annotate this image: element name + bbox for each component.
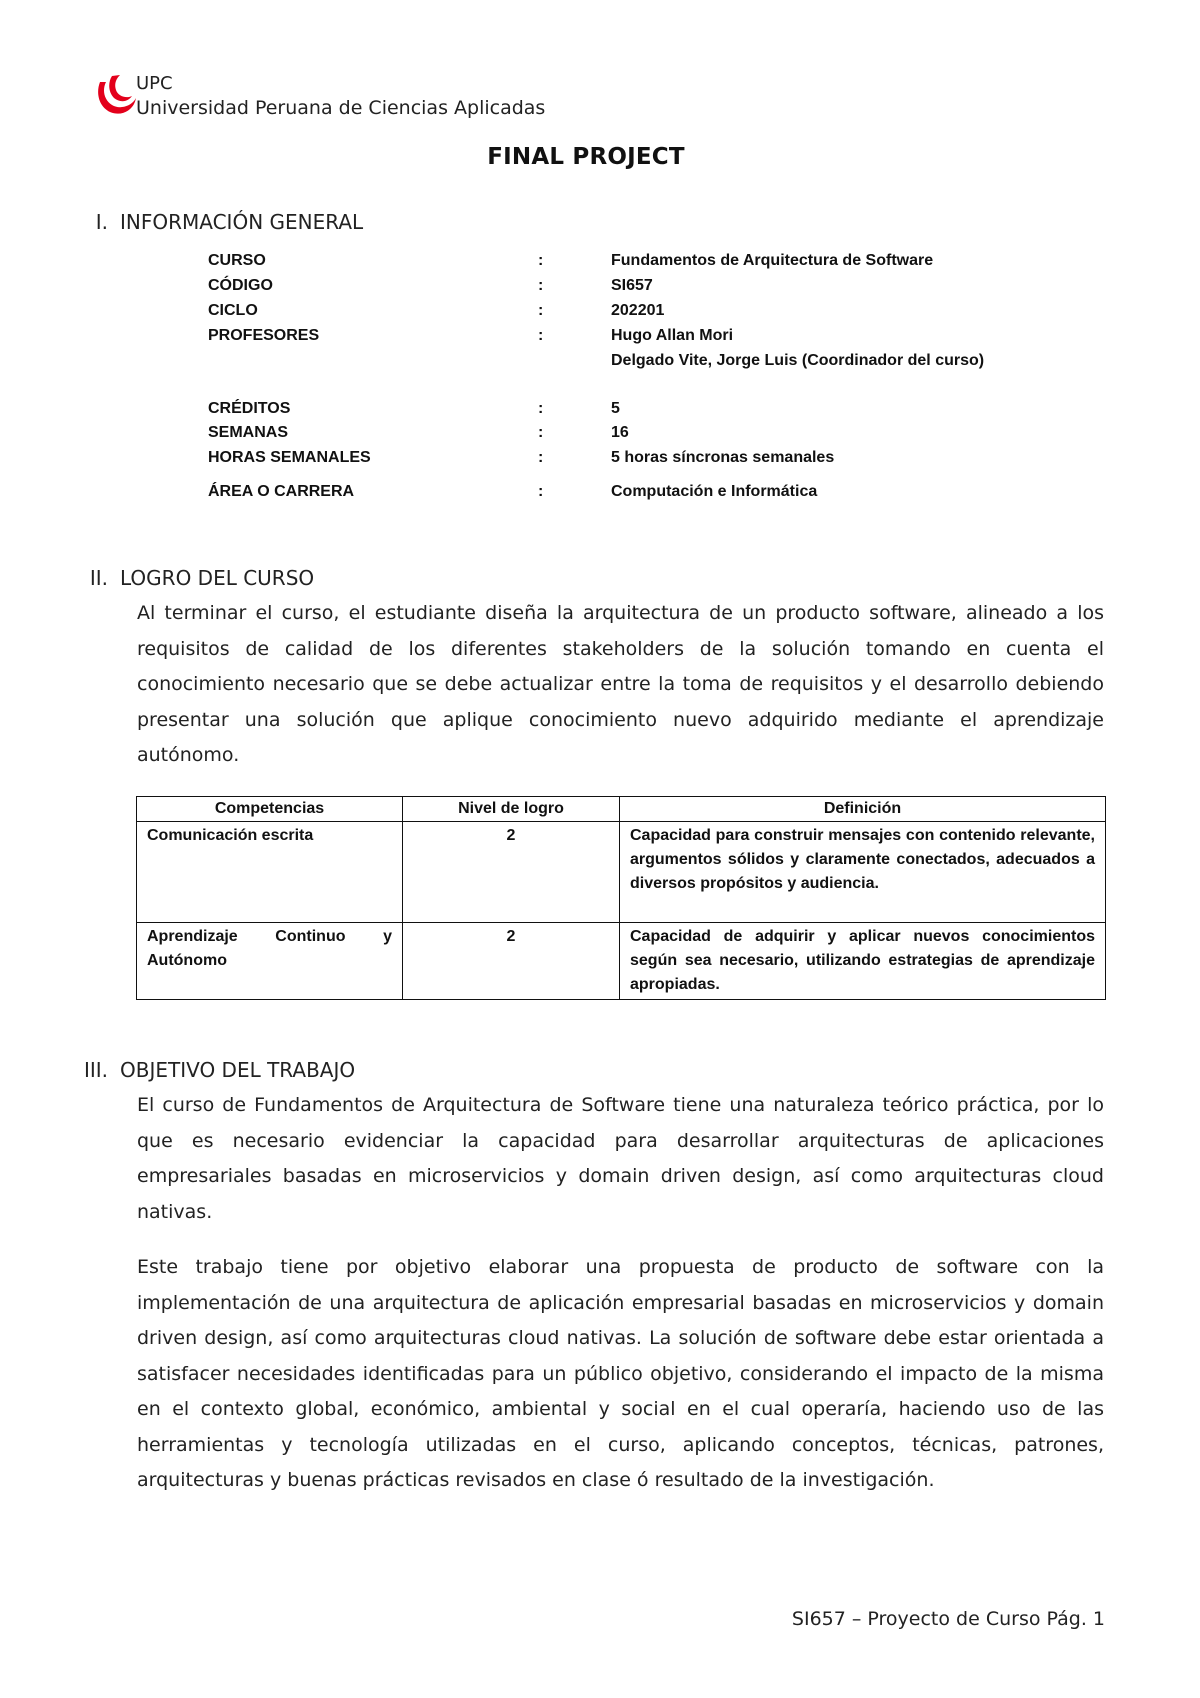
- info-row-profesores-2: [208, 352, 1108, 374]
- table-header: Definición: [620, 797, 1106, 822]
- info-value: 16: [611, 424, 629, 441]
- info-colon: :: [538, 252, 544, 269]
- section-2-heading: [70, 566, 314, 590]
- section-1-title: INFORMACIÓN GENERAL: [120, 210, 364, 234]
- level-cell: 2: [403, 822, 620, 923]
- info-label: PROFESORES: [208, 327, 320, 344]
- info-label: CRÉDITOS: [208, 400, 291, 417]
- info-colon: :: [538, 277, 544, 294]
- info-colon: :: [538, 424, 544, 441]
- info-row-ciclo: [208, 302, 1108, 324]
- info-label: SEMANAS: [208, 424, 289, 441]
- info-colon: :: [538, 400, 544, 417]
- info-value: Hugo Allan Mori: [611, 327, 734, 344]
- info-colon: :: [538, 302, 544, 319]
- upc-logo-icon: [94, 72, 140, 116]
- competencies-table: [136, 796, 1106, 1000]
- table-row: [137, 923, 1106, 1000]
- info-value: SI657: [611, 277, 653, 294]
- info-row-codigo: [208, 277, 1108, 299]
- university-brand: [136, 72, 545, 120]
- course-achievement-text: Al terminar el curso, el estudiante diseña la arquitectura de un producto software, alineado a los requisitos de calidad de los diferentes stakeholders de la solución tomando en cuenta el conocimiento necesario que se debe actualizar entre la toma de requisitos y el desarrollo debiendo presentar una solución que aplique conocimiento nuevo adquirido mediante el aprendizaje autónomo.: [137, 602, 1104, 766]
- info-value: 202201: [611, 302, 665, 319]
- info-label: CURSO: [208, 252, 266, 269]
- table-header: Competencias: [137, 797, 403, 822]
- info-row-creditos: [208, 400, 1108, 422]
- info-row-profesores: [208, 327, 1108, 349]
- definition-cell: Capacidad de adquirir y aplicar nuevos conocimientos según sea necesario, utilizando estrategias de aprendizaje apropiadas.: [620, 923, 1106, 1000]
- table-header-row: [137, 797, 1106, 822]
- info-colon: :: [538, 483, 544, 500]
- info-row-semanas: [208, 424, 1108, 446]
- section-3-number: III.: [83, 1058, 108, 1082]
- info-value: Computación e Informática: [611, 483, 818, 500]
- info-row-curso: [208, 252, 1108, 274]
- page-footer: SI657 – Proyecto de Curso Pág. 1: [791, 1608, 1105, 1630]
- section-2-title: LOGRO DEL CURSO: [120, 566, 315, 590]
- info-colon: :: [538, 449, 544, 466]
- info-label: CÓDIGO: [208, 277, 273, 294]
- section-1-heading: [70, 210, 363, 234]
- objective-paragraph-1: El curso de Fundamentos de Arquitectura de Software tiene una naturaleza teórico práctica, por lo que es necesario evidenciar la capacidad para desarrollar arquitecturas de aplicaciones empresariales basadas en microservicios y domain driven design, así como arquitecturas cloud nativas.: [137, 1094, 1104, 1223]
- info-value: Fundamentos de Arquitectura de Software: [611, 252, 934, 269]
- info-colon: :: [538, 327, 544, 344]
- definition-cell: Capacidad para construir mensajes con contenido relevante, argumentos sólidos y claramente conectados, adecuados a diversos propósitos y audiencia.: [620, 822, 1106, 923]
- section-1-number: I.: [95, 210, 108, 234]
- section-3-title: OBJETIVO DEL TRABAJO: [120, 1058, 356, 1082]
- table-row: [137, 822, 1106, 923]
- info-row-horas: [208, 449, 1108, 471]
- objective-paragraph-2: Este trabajo tiene por objetivo elaborar una propuesta de producto de software con la implementación de una arquitectura de aplicación empresarial basadas en microservicios y domain driven design, así como arquitecturas cloud nativas. La solución de software debe estar orientada a satisfacer necesidades identificadas para un público objetivo, considerando el impacto de la misma en el contexto global, económico, ambiental y social en el cual operaría, haciendo uso de las herramientas y tecnología utilizadas en el curso, aplicando conceptos, técnicas, patrones, arquitecturas y buenas prácticas revisados en clase ó resultado de la investigación.: [137, 1256, 1104, 1491]
- info-label: CICLO: [208, 302, 258, 319]
- info-row-area: [208, 483, 1108, 505]
- info-label: ÁREA O CARRERA: [208, 483, 355, 500]
- brand-short: UPC: [136, 73, 173, 94]
- competency-cell: Aprendizaje Continuo y Autónomo: [137, 923, 403, 1000]
- page-title: FINAL PROJECT: [487, 144, 685, 170]
- info-value: 5 horas síncronas semanales: [611, 449, 835, 466]
- section-3-heading: [70, 1058, 355, 1082]
- competency-cell: Comunicación escrita: [137, 822, 403, 923]
- brand-name: Universidad Peruana de Ciencias Aplicadas: [136, 97, 546, 119]
- info-value: 5: [611, 400, 620, 417]
- section-2-number: II.: [89, 566, 108, 590]
- table-header: Nivel de logro: [403, 797, 620, 822]
- info-value: Delgado Vite, Jorge Luis (Coordinador del curso): [611, 352, 985, 369]
- level-cell: 2: [403, 923, 620, 1000]
- info-label: HORAS SEMANALES: [208, 449, 371, 466]
